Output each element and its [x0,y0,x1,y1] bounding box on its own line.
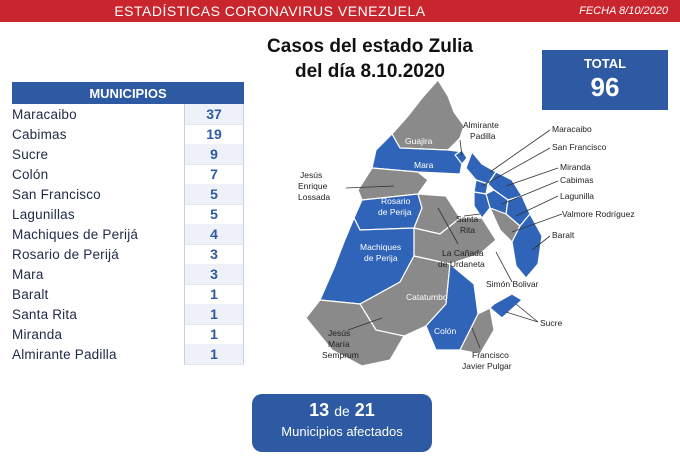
case-count: 37 [184,104,244,125]
total-label: TOTAL [583,56,627,71]
label-baralt: Baralt [552,230,575,240]
label-santa-rita-2: Rita [460,225,476,235]
label-la-canada-2: de Urdaneta [438,259,485,269]
table-row [12,344,246,364]
municipality-name: Lagunillas [12,206,75,222]
zulia-map [250,68,670,388]
table-row [12,284,246,304]
table-row [12,104,246,124]
case-count: 19 [184,124,244,145]
label-jesus-maria-semprum-1: Jesús [328,328,351,338]
municipalities-table [12,82,246,364]
case-count: 3 [184,264,244,285]
label-valmore-rodriguez: Valmore Rodríguez [562,209,635,219]
case-count: 9 [184,144,244,165]
label-santa-rita-1: Santa [456,214,479,224]
summary-connector: de [334,403,350,419]
case-count: 4 [184,224,244,245]
label-francisco-javier-pulgar-1: Francisco [472,350,509,360]
municipality-name: San Francisco [12,186,101,202]
label-guajira: Guajira [405,136,433,146]
municipality-name: Santa Rita [12,306,78,322]
label-jesus-enrique-lossada-2: Enrique [298,181,328,191]
summary-box [252,394,432,452]
label-catatumbo: Catatumbo [406,292,448,302]
region-sucre [490,294,522,318]
label-almirante-padilla-2: Padilla [470,131,496,141]
top-banner [0,0,680,22]
table-row [12,164,246,184]
label-machiques-1: Machiques [360,242,402,252]
table-row [12,144,246,164]
table-row [12,264,246,284]
municipality-name: Mara [12,266,44,282]
total-value: 96 [590,72,620,102]
municipality-name: Rosario de Perijá [12,246,119,262]
label-almirante-padilla-1: Almirante [463,120,499,130]
map-regions [306,80,542,366]
summary-affected: 13 [309,400,330,420]
municipality-name: Colón [12,166,49,182]
table-row [12,304,246,324]
label-mara: Mara [414,160,434,170]
table-row [12,184,246,204]
case-count: 1 [184,324,244,345]
label-sucre: Sucre [540,318,563,328]
summary-count [252,400,432,421]
label-rosario-1: Rosario [381,196,411,206]
table-body [12,104,246,364]
case-count: 3 [184,244,244,265]
case-count: 5 [184,204,244,225]
table-row [12,204,246,224]
label-maracaibo: Maracaibo [552,124,592,134]
banner-date: FECHA 8/10/2020 [579,5,668,17]
municipality-name: Machiques de Perijá [12,226,139,242]
label-miranda: Miranda [560,162,591,172]
case-count: 5 [184,184,244,205]
case-count: 1 [184,284,244,305]
summary-total: 21 [354,400,375,420]
banner-title: ESTADÍSTICAS CORONAVIRUS VENEZUELA [114,3,426,19]
label-machiques-2: de Perija [364,253,398,263]
title-line-2: del día 8.10.2020 [295,61,445,82]
label-la-canada-1: La Cañada [442,248,484,258]
table-header: MUNICIPIOS [12,82,244,104]
label-simon-bolivar: Simón Bolivar [486,279,539,289]
municipality-name: Miranda [12,326,63,342]
label-francisco-javier-pulgar-2: Javier Pulgar [462,361,512,371]
municipality-name: Sucre [12,146,49,162]
label-san-francisco: San Francisco [552,142,607,152]
label-colon: Colón [434,326,457,336]
municipality-name: Almirante Padilla [12,346,117,362]
case-count: 1 [184,304,244,325]
table-row [12,224,246,244]
label-lagunilla: Lagunilla [560,191,595,201]
table-row [12,124,246,144]
table-row [12,244,246,264]
municipality-name: Maracaibo [12,106,77,122]
label-jesus-enrique-lossada-3: Lossada [298,192,331,202]
label-jesus-maria-semprum-2: María [328,339,350,349]
label-jesus-enrique-lossada-1: Jesús [300,170,323,180]
case-count: 7 [184,164,244,185]
label-rosario-2: de Perija [378,207,412,217]
summary-caption: Municipios afectados [281,424,403,439]
case-count: 1 [184,344,244,365]
label-jesus-maria-semprum-3: Semprum [322,350,359,360]
table-row [12,324,246,344]
municipality-name: Cabimas [12,126,67,142]
municipality-name: Baralt [12,286,49,302]
title-line-1: Casos del estado Zulia [267,36,473,57]
label-cabimas: Cabimas [560,175,594,185]
